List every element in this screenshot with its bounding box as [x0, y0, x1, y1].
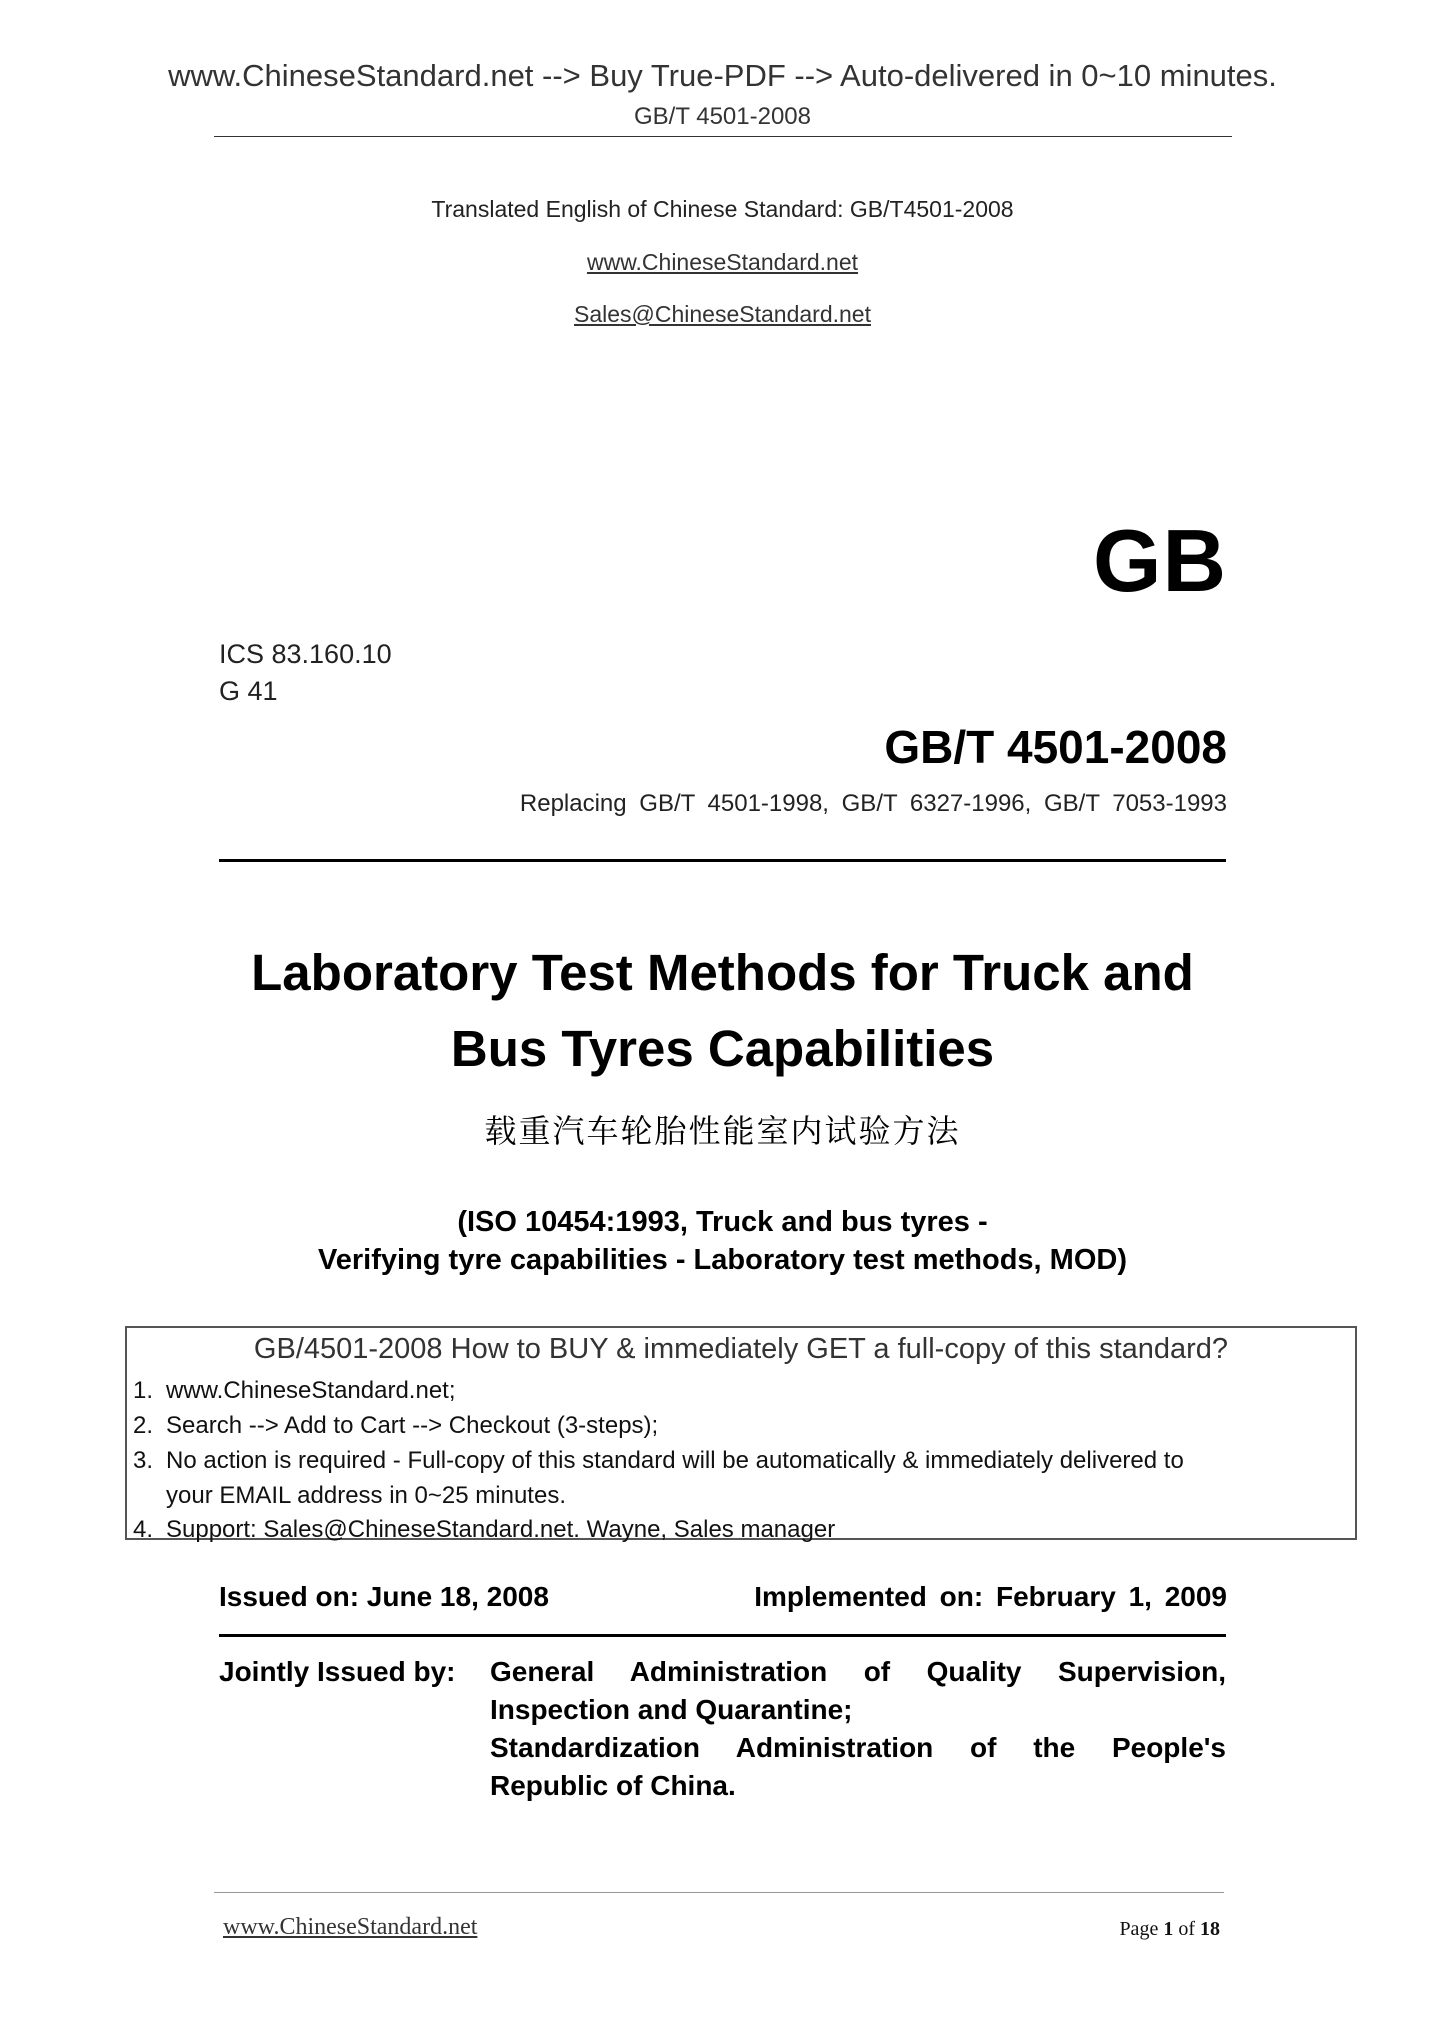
step-text: your EMAIL address in 0~25 minutes. — [166, 1482, 566, 1509]
sales-email-link[interactable]: Sales@ChineseStandard.net — [574, 301, 871, 327]
gb-logo: GB — [1093, 511, 1227, 610]
step-number: 2. — [133, 1412, 154, 1439]
page-current: 1 — [1163, 1918, 1174, 1940]
email-link-wrapper — [0, 301, 1445, 328]
site-link-wrapper — [0, 249, 1445, 276]
footer-divider — [214, 1892, 1224, 1893]
document-title-line-1: Laboratory Test Methods for Truck and — [251, 944, 1194, 1001]
jointly-issued-label: Jointly Issued by: — [219, 1656, 456, 1687]
main-divider — [219, 859, 1226, 862]
standard-number: GB/T 4501-2008 — [884, 721, 1227, 773]
issuer-line: Republic of China. — [490, 1770, 736, 1801]
page-of: of — [1178, 1918, 1195, 1940]
top-banner: www.ChineseStandard.net --> Buy True-PDF --> Auto-delivered in 0~10 minutes. — [168, 58, 1277, 93]
page-total: 18 — [1200, 1918, 1220, 1940]
step-number: 3. — [133, 1447, 154, 1474]
step-text: Search --> Add to Cart --> Checkout (3-steps); — [166, 1412, 659, 1439]
issuer-line: General Administration of Quality Supervision, — [490, 1656, 1226, 1687]
chinese-title: 载重汽车轮胎性能室内试验方法 — [484, 1112, 961, 1150]
buy-step — [133, 1412, 658, 1440]
buy-step — [133, 1516, 835, 1544]
buy-step — [133, 1482, 566, 1510]
footer-site-link[interactable]: www.ChineseStandard.net — [223, 1914, 478, 1940]
step-number: 1. — [133, 1377, 154, 1404]
dates-divider — [219, 1634, 1226, 1637]
issued-date: Issued on: June 18, 2008 — [219, 1581, 549, 1612]
header-standard-number: GB/T 4501-2008 — [633, 103, 811, 130]
step-text: Support: Sales@ChineseStandard.net. Wayne, Sales manager — [166, 1516, 836, 1543]
header-divider — [214, 136, 1232, 137]
buy-step — [133, 1447, 1184, 1475]
buy-step — [133, 1377, 456, 1405]
issuer-line: Inspection and Quarantine; — [490, 1694, 853, 1725]
step-text: www.ChineseStandard.net; — [166, 1377, 456, 1404]
translated-notice: Translated English of Chinese Standard: GB/T4501-2008 — [431, 196, 1014, 222]
document-title-line-2: Bus Tyres Capabilities — [450, 1020, 995, 1077]
ccs-code: G 41 — [219, 676, 278, 706]
issuer-line: Standardization Administration of the People's — [490, 1732, 1226, 1763]
buy-box-title: GB/4501-2008 How to BUY & immediately GET a full-copy of this standard? — [253, 1333, 1229, 1365]
ics-code: ICS 83.160.10 — [219, 639, 392, 669]
page-indicator — [1119, 1918, 1220, 1941]
iso-reference-line-2: Verifying tyre capabilities - Laboratory test methods, MOD) — [318, 1244, 1127, 1276]
step-number: 4. — [133, 1516, 154, 1543]
implemented-date: Implemented on: February 1, 2009 — [754, 1581, 1227, 1612]
buy-instructions-box — [125, 1326, 1357, 1543]
footer-link-wrapper — [223, 1914, 477, 1941]
iso-reference-line-1: (ISO 10454:1993, Truck and bus tyres - — [457, 1206, 988, 1238]
step-text: No action is required - Full-copy of this standard will be automatically & immediately delivered to — [166, 1447, 1184, 1474]
page-label: Page — [1119, 1918, 1159, 1940]
replacing-standards: Replacing GB/T 4501-1998, GB/T 6327-1996, GB/T 7053-1993 — [519, 790, 1227, 817]
site-link[interactable]: www.ChineseStandard.net — [586, 249, 859, 275]
